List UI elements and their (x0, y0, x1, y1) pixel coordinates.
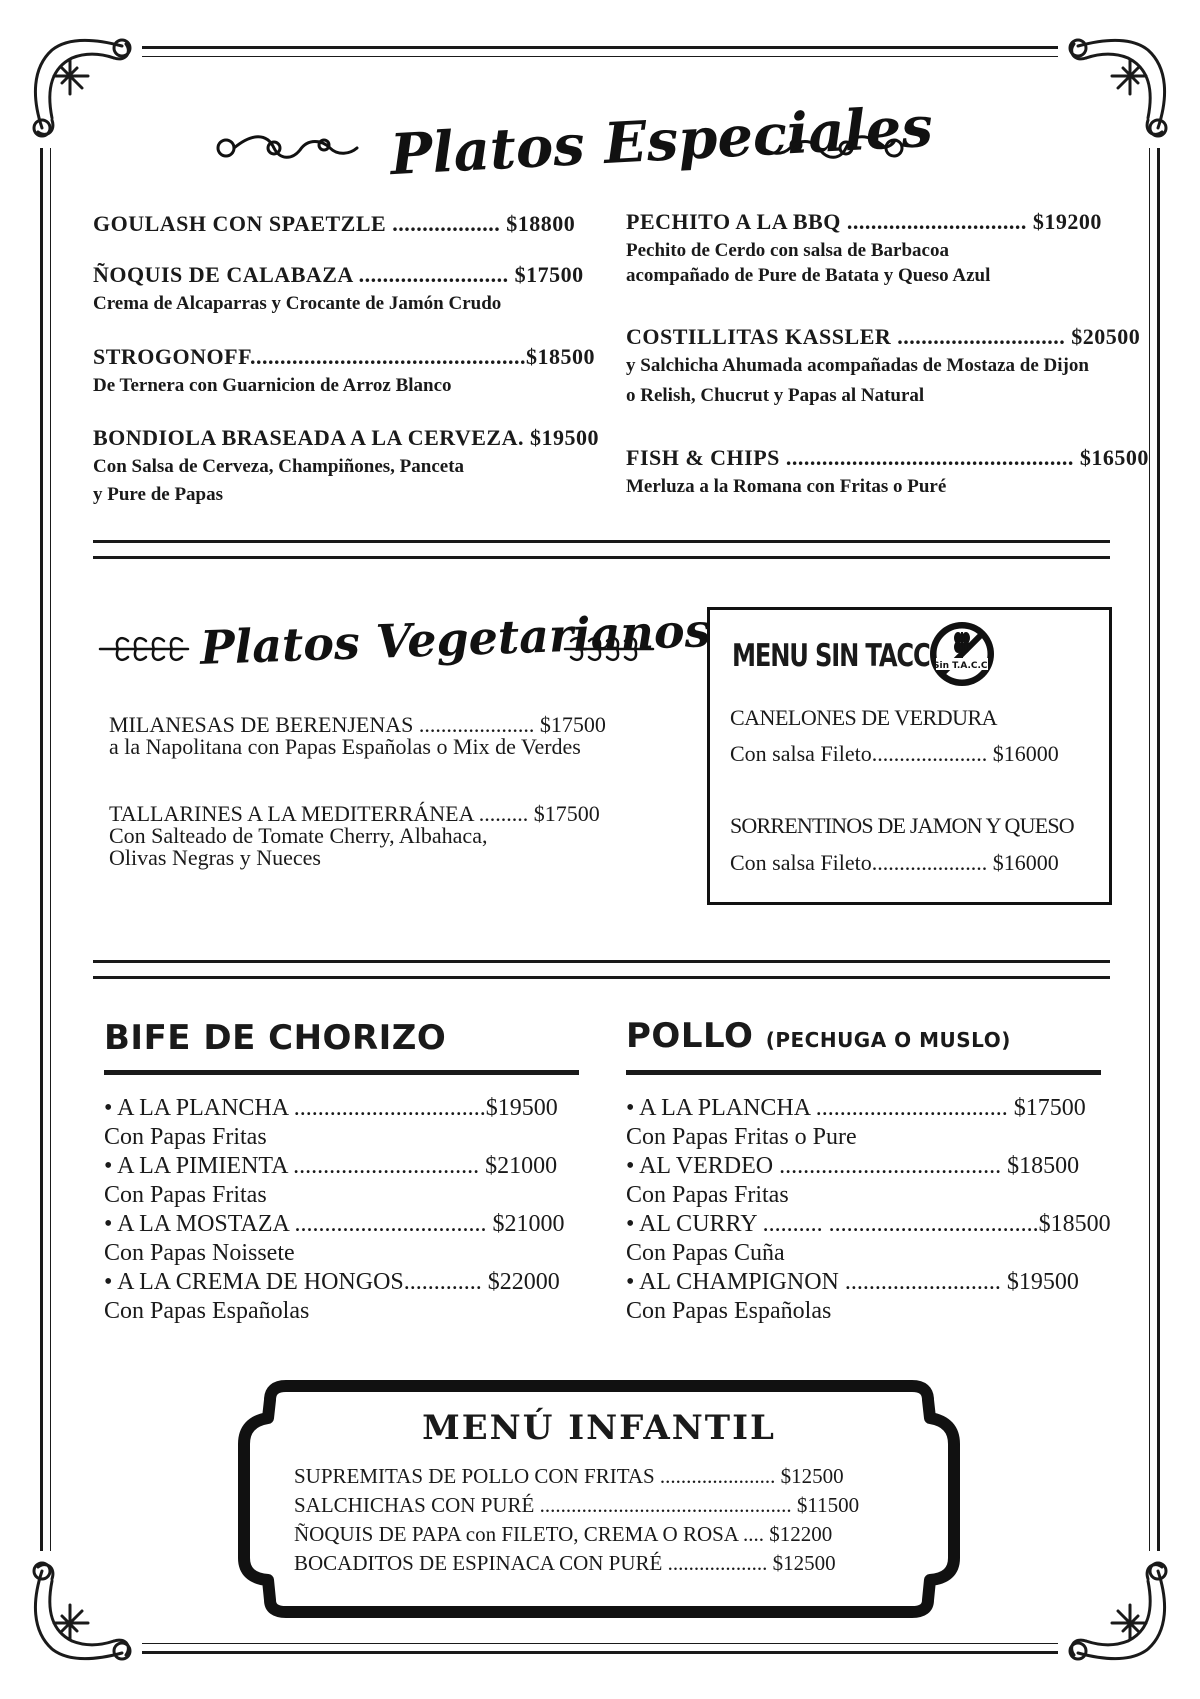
bife-line: Con Papas Fritas (104, 1182, 267, 1208)
menu-item-desc: De Ternera con Guarnicion de Arroz Blanco (93, 375, 452, 396)
veg-item-desc: Con Salteado de Tomate Cherry, Albahaca, (109, 823, 488, 848)
flourish-left-icon (212, 128, 362, 168)
pollo-title (626, 1016, 1011, 1056)
pollo-line: Con Papas Cuña (626, 1240, 785, 1266)
bife-underline (104, 1070, 579, 1075)
pollo-line: Con Papas Fritas (626, 1182, 789, 1208)
corner-ornament-top-right-icon (1058, 28, 1178, 148)
menu-item: BONDIOLA BRASEADA A LA CERVEZA. $19500 (93, 425, 599, 450)
bife-line: • A LA CREMA DE HONGOS............. $22000 (104, 1269, 560, 1295)
pollo-title-main: POLLO (626, 1016, 754, 1056)
especiales-title: Platos Especiales (388, 93, 935, 189)
pollo-line: Con Papas Españolas (626, 1298, 832, 1324)
sin-tacc-item-detail: Con salsa Fileto..................... $16000 (730, 850, 1059, 875)
sin-tacc-item-detail: Con salsa Fileto..................... $16000 (730, 741, 1059, 766)
veg-item-desc: Olivas Negras y Nueces (109, 845, 321, 870)
laurel-left-icon (98, 627, 190, 667)
divider (93, 556, 1110, 559)
infantil-line: SALCHICHAS CON PURÉ ................................................ $11500 (294, 1493, 860, 1517)
menu-item-desc: o Relish, Chucrut y Papas al Natural (626, 385, 925, 406)
divider (93, 540, 1110, 543)
sin-tacc-box (707, 607, 1112, 905)
infantil-line: ÑOQUIS DE PAPA con FILETO, CREMA O ROSA .... $12200 (294, 1522, 833, 1546)
pollo-line: • AL CURRY .......... ...................................$18500 (626, 1211, 1111, 1237)
infantil-frame (238, 1378, 960, 1618)
divider (93, 976, 1110, 979)
menu-item-desc: Crema de Alcaparras y Crocante de Jamón Crudo (93, 293, 502, 314)
pollo-underline (626, 1070, 1101, 1075)
veg-item-name: MILANESAS DE BERENJENAS ..................... $17500 (109, 712, 606, 737)
menu-item-desc: y Pure de Papas (93, 484, 224, 505)
bife-line: Con Papas Fritas (104, 1124, 267, 1150)
menu-item-desc: Con Salsa de Cerveza, Champiñones, Panceta (93, 456, 465, 477)
infantil-title: MENÚ INFANTIL (422, 1408, 776, 1448)
menu-item: STROGONOFF..............................................$18500 (93, 344, 595, 369)
flourish-right-icon (758, 128, 908, 168)
bife-line: • A LA MOSTAZA ................................ $21000 (104, 1211, 565, 1237)
bife-line: • A LA PLANCHA ................................$19500 (104, 1095, 558, 1121)
divider (93, 960, 1110, 963)
infantil-line: BOCADITOS DE ESPINACA CON PURÉ ................... $12500 (294, 1551, 836, 1575)
menu-item-desc: Merluza a la Romana con Fritas o Puré (626, 476, 947, 497)
bife-line: Con Papas Noissete (104, 1240, 295, 1266)
sin-tacc-title: MENU SIN TACC (732, 638, 930, 674)
corner-ornament-top-left-icon (22, 28, 142, 148)
menu-item: ÑOQUIS DE CALABAZA ......................... $17500 (93, 262, 584, 287)
menu-item: FISH & CHIPS ................................................ $16500 (626, 445, 1149, 470)
corner-ornament-bottom-left-icon (22, 1551, 142, 1671)
sin-tacc-item-name: CANELONES DE VERDURA (730, 705, 998, 730)
sin-tacc-item-name: SORRENTINOS DE JAMON Y QUESO (730, 813, 1074, 838)
laurel-right-icon (563, 627, 655, 667)
menu-item: GOULASH CON SPAETZLE .................. $18800 (93, 211, 576, 236)
bife-line: Con Papas Españolas (104, 1298, 310, 1324)
menu-item: PECHITO A LA BBQ .............................. $19200 (626, 209, 1102, 234)
veg-item-name: TALLARINES A LA MEDITERRÁNEA ......... $17500 (109, 801, 600, 826)
menu-item: COSTILLITAS KASSLER ............................ $20500 (626, 324, 1141, 349)
vegetarianos-title: Platos Vegetarianos (199, 603, 712, 675)
sin-tacc-logo-text: Sin T.A.C.C. (933, 661, 991, 671)
pollo-line: Con Papas Fritas o Pure (626, 1124, 857, 1150)
infantil-line: SUPREMITAS DE POLLO CON FRITAS ...................... $12500 (294, 1464, 844, 1488)
pollo-line: • AL VERDEO ..................................... $18500 (626, 1153, 1080, 1179)
pollo-subtitle: (PECHUGA O MUSLO) (765, 1028, 1011, 1052)
pollo-line: • A LA PLANCHA ................................ $17500 (626, 1095, 1086, 1121)
bife-title: BIFE DE CHORIZO (104, 1018, 447, 1058)
veg-item-desc: a la Napolitana con Papas Españolas o Mix de Verdes (109, 734, 581, 759)
bife-line: • A LA PIMIENTA ............................... $21000 (104, 1153, 558, 1179)
menu-item-desc: Pechito de Cerdo con salsa de Barbacoa (626, 240, 949, 261)
menu-item-desc: acompañado de Pure de Batata y Queso Azul (626, 265, 991, 286)
menu-item-desc: y Salchicha Ahumada acompañadas de Mostaza de Dijon (626, 355, 1089, 376)
corner-ornament-bottom-right-icon (1058, 1551, 1178, 1671)
pollo-line: • AL CHAMPIGNON .......................... $19500 (626, 1269, 1079, 1295)
sin-tacc-logo-icon (928, 620, 996, 688)
